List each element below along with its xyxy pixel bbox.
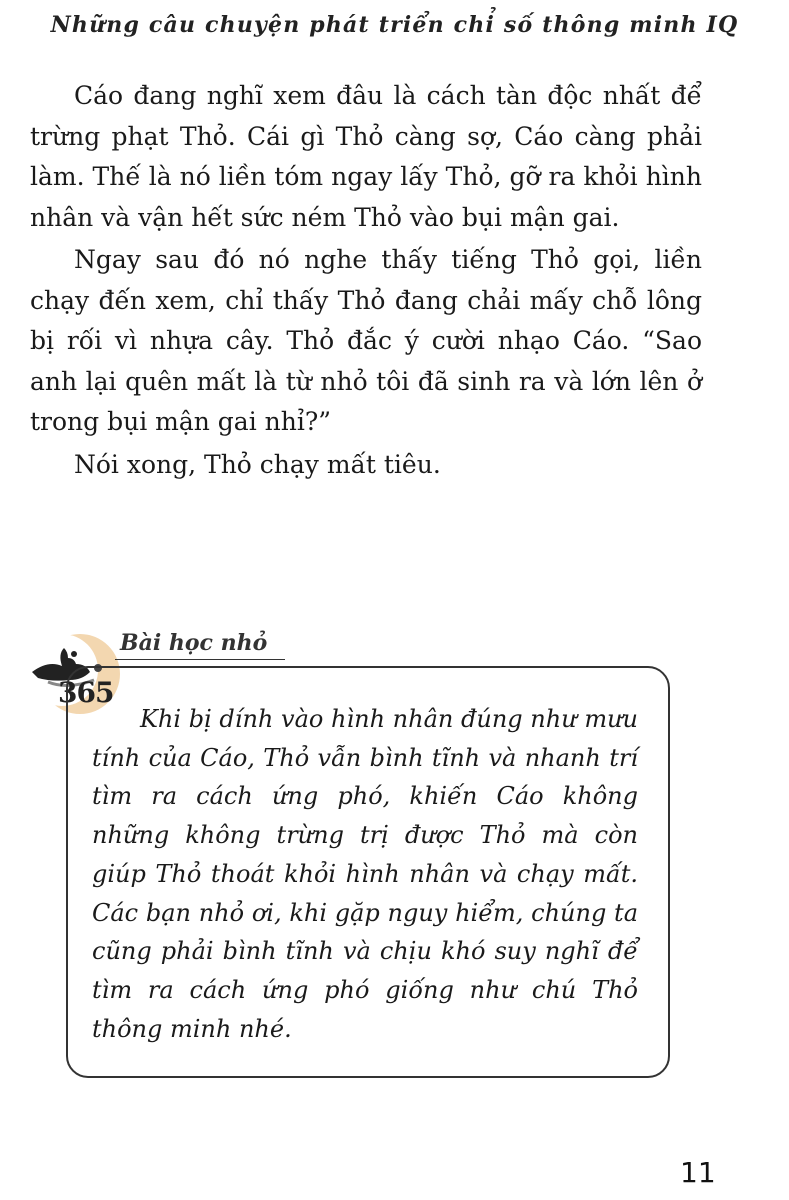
lesson-text: Khi bị dính vào hình nhân đúng như mưu tính của Cáo, Thỏ vẫn bình tĩnh và nhanh trí tìm ra cách ứng phó, khiến Cáo không những không trừng trị được Thỏ mà còn giúp Thỏ thoát khỏi hình nhân và chạy mất. Các bạn nhỏ ơi, khi gặp nguy hiểm, chúng ta cũng phải bình tĩnh và chịu khó suy nghĩ để tìm ra cách ứng phó giống như chú Thỏ thông minh nhé. <box>92 705 638 1043</box>
page-number: 11 <box>680 1156 716 1189</box>
lesson-title: Bài học nhỏ <box>120 630 268 656</box>
story-paragraph-3: Nói xong, Thỏ chạy mất tiêu. <box>74 449 441 479</box>
story-body <box>30 76 702 487</box>
running-header: Những câu chuyện phát triển chỉ số thông minh IQ <box>50 12 739 38</box>
story-paragraph-2: Ngay sau đó nó nghe thấy tiếng Thỏ gọi, liền chạy đến xem, chỉ thấy Thỏ đang chải mấy chỗ lông bị rối vì nhựa cây. Thỏ đắc ý cười nhạo Cáo. “Sao anh lại quên mất là từ nhỏ tôi đã sinh ra và lớn lên ở trong bụi mận gai nhỉ?” <box>30 245 702 436</box>
lesson-title-underline <box>115 659 285 660</box>
lesson-badge-number: 365 <box>58 676 114 709</box>
story-paragraph-1: Cáo đang nghĩ xem đâu là cách tàn độc nhất để trừng phạt Thỏ. Cái gì Thỏ càng sợ, Cáo càng phải làm. Thế là nó liền tóm ngay lấy Thỏ, gỡ ra khỏi hình nhân và vận hết sức ném Thỏ vào bụi mận gai. <box>30 81 702 232</box>
